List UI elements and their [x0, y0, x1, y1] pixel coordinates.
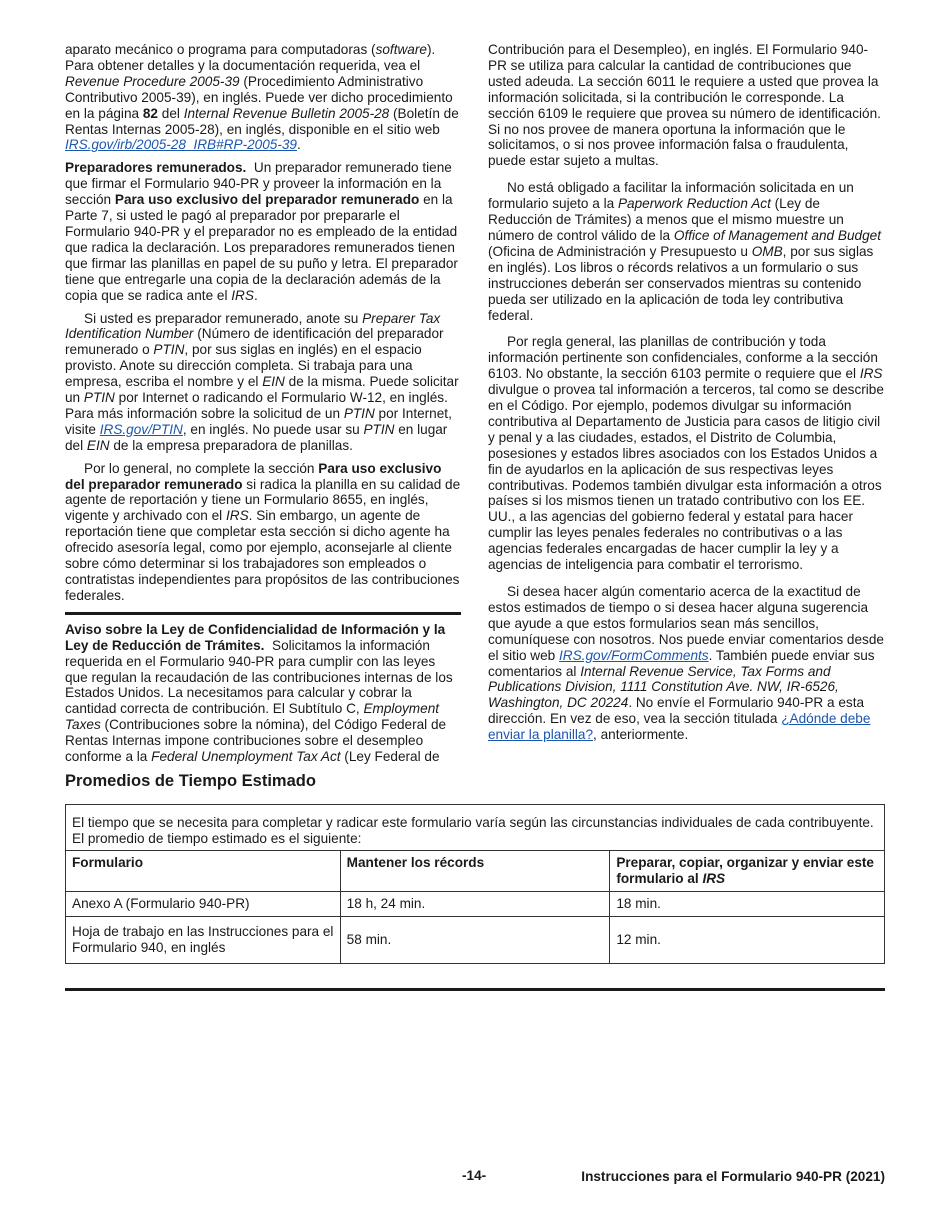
text: (Ley Federal de — [340, 749, 440, 765]
cell-records: 18 h, 24 min. — [340, 892, 610, 917]
paragraph-ptin — [65, 311, 461, 454]
table-intro: El tiempo que se necesita para completar y radicar este formulario varía según las circunstancias individuales de cada contribuyente. El promedio de tiempo estimado es el siguiente: — [66, 805, 885, 851]
link-text: IRS.gov/PTIN — [99, 421, 183, 437]
text-bold: Para uso exclusivo del preparador remunerado — [65, 460, 442, 492]
text-italic: Internal Revenue Service, Tax Forms and Publications Division, 1111 Constitution Ave. NW, IR-6526, Washington, DC 20224 — [488, 663, 839, 711]
text: Contribución para el Desempleo), en inglés. El Formulario 940-PR se utiliza para calcular la cantidad de contribuciones que usted adeuda. La sección 6011 le requiere a usted que provea la información solicitada, si la contribución le corresponde. La sección 6109 le requiere que provea su número de identificación. Si no nos provee de manera oportuna la información que le solicitamos, o si nos provee información falsa o fraudulenta, puede estar sujeto a multas. — [488, 42, 881, 169]
header-form: Formulario — [66, 851, 341, 892]
text: Por regla general, las planillas de contribución y toda información pertinente son confidenciales, conforme a la sección 6103. No obstante, la sección 6103 permite o requiere que el — [488, 334, 878, 382]
text-italic: PTIN — [343, 405, 375, 421]
table-row — [66, 917, 885, 964]
text: de la empresa preparadora de planillas. — [109, 437, 353, 453]
text: Solicitamos la información requerida en el Formulario 940-PR para cumplir con las leyes que regulan la recaudación de las contribuciones internas de los Estados Unidos. La necesitamos para calcular y cobrar la cantidad correcta de contribución. El Subtítulo C, — [65, 637, 457, 717]
text-italic: EIN — [262, 374, 285, 390]
text-italic: Paperwork Reduction Act — [617, 196, 771, 212]
text: . — [296, 137, 301, 153]
where-to-file-link[interactable]: ¿Adónde debe enviar la planilla? — [488, 711, 871, 743]
text: No está obligado a facilitar la información solicitada en un formulario sujeto a la — [488, 180, 854, 212]
paragraph-comments — [488, 584, 884, 743]
text: en lugar del — [65, 421, 448, 453]
header-records: Mantener los récords — [340, 851, 610, 892]
text: por Internet, visite — [65, 405, 452, 437]
time-estimates-title: Promedios de Tiempo Estimado — [65, 772, 316, 790]
table-row — [66, 892, 885, 917]
bottom-divider — [65, 988, 885, 991]
text: (Contribuciones sobre la nómina), del Código Federal de Rentas Internas impone contribuciones sobre el desempleo conforme a la — [65, 717, 447, 765]
paragraph-paid-preparers — [65, 160, 461, 303]
text: del — [157, 105, 184, 121]
header-prepare-text: Preparar, copiar, organizar y enviar este formulario al — [616, 855, 874, 886]
header-prepare — [610, 851, 885, 892]
ptin-link[interactable] — [100, 422, 183, 437]
cell-prepare: 12 min. — [610, 917, 885, 964]
text: , en inglés. No puede usar su — [182, 421, 364, 437]
text-italic: Office of Management and Budget — [673, 227, 881, 243]
text: Si desea hacer algún comentario acerca de la exactitud de estos estimados de tiempo o si desea hacer alguna sugerencia que ayude a que estos formularios sean más sencillos, comuníquese con nosotros. Nos puede enviar comentarios desde el sitio web — [488, 584, 884, 663]
paid-preparers-heading: Preparadores remunerados. — [65, 160, 247, 176]
page-number: -14- — [462, 1168, 487, 1183]
text-italic: EIN — [86, 437, 110, 453]
text-italic: OMB — [751, 243, 783, 259]
text-italic: PTIN — [153, 342, 185, 358]
privacy-act-heading: Aviso sobre la Ley de Confidencialidad de Información y la Ley de Reducción de Trámites. — [65, 621, 446, 653]
text-italic: Internal Revenue Bulletin 2005-28 — [183, 105, 390, 121]
link-text: IRS.gov/FormComments — [559, 647, 709, 663]
text: (Ley de Reducción de Trámites) a menos que el mismo muestre un número de control válido de la — [488, 196, 844, 243]
text-italic: software — [375, 42, 427, 57]
text: Si usted es preparador remunerado, anote su — [84, 310, 363, 326]
text: ). Para obtener detalles y la documentación requerida, vea el — [65, 42, 436, 73]
text: . No envíe el Formulario 940-PR a esta dirección. En vez de eso, vea la sección titulada — [488, 695, 865, 727]
text-italic: IRS — [859, 366, 883, 382]
table-intro-row — [66, 805, 885, 851]
text-italic: PTIN — [83, 390, 115, 406]
left-column — [65, 42, 461, 772]
paragraph-reporting-agent — [65, 461, 461, 604]
text-italic: Employment Taxes — [65, 701, 440, 733]
right-column — [488, 42, 884, 750]
paragraph-software-procedure — [65, 42, 461, 153]
cell-prepare: 18 min. — [610, 892, 885, 917]
section-divider — [65, 612, 461, 615]
cell-form: Hoja de trabajo en las Instrucciones para el Formulario 940, en inglés — [66, 917, 341, 964]
text-italic: IRS — [231, 287, 254, 303]
text: (Oficina de Administración y Presupuesto u — [488, 243, 752, 259]
text: si radica la planilla en su calidad de agente de reportación y tiene un Formulario 8655, en inglés, vigente y archivado con el — [65, 476, 461, 524]
text-italic: IRS — [225, 508, 249, 524]
text-italic: PTIN — [363, 421, 395, 437]
text: , anteriormente. — [593, 727, 689, 743]
text: . Sin embargo, un agente de reportación tiene que completar esta sección si dicho agente ha ofrecido asesoría legal, como por ejemplo, aconsejarle al cliente sobre cómo determinar si los trabajadores son empleados o contratistas independientes para propósitos de las contribuciones federales. — [65, 508, 460, 603]
text-bold: Para uso exclusivo del preparador remunerado — [114, 192, 420, 208]
link-text: IRS.gov/irb/2005-28_IRB#RP-2005-39 — [65, 137, 297, 153]
text: . También puede enviar sus comentarios al — [488, 647, 875, 679]
text: (Procedimiento Administrativo Contributivo 2005-39), en inglés. Puede ver dicho procedimiento en la página — [65, 73, 453, 121]
cell-records: 58 min. — [340, 917, 610, 964]
paragraph-paperwork-reduction — [488, 180, 884, 323]
text: divulgue o provea tal información a terceros, tal como se describe en el Código. Por ejemplo, podemos divulgar su información contributiva al Departamento de Justicia para casos de litigio civil y penal y a las ciudades, estados, el Distrito de Columbia, posesiones y estados libres asociados con los Estados Unidos a fin de ayudarlos en la aplicación de sus respectivas leyes contributivas. Podemos también divulgar esta información a otros países si los mismos tienen un tratado contributivo con los EE. UU., a las agencias del gobierno federal y estatal para hacer cumplir las leyes penales federales no contributivas o a las agencias federales encargadas de hacer cumplir la ley y a agencias de inteligencia para combatir el terrorismo. — [488, 382, 884, 573]
text: aparato mecánico o programa para computadoras ( — [65, 42, 376, 57]
paragraph-privacy-act — [65, 622, 461, 765]
text: , por sus siglas en inglés) en el espacio provisto. Anote su dirección completa. Si trabaja para una empresa, escriba el nombre y el — [65, 342, 422, 390]
table-header-row — [66, 851, 885, 892]
text: . — [253, 287, 258, 303]
document-title: Instrucciones para el Formulario 940-PR (2021) — [581, 1169, 885, 1184]
text: , por sus siglas en inglés). Los libros o récords relativos a un formulario o sus instrucciones deberán ser conservados mientras su contenido pueda ser utilizado en la aplicación de toda ley contributiva federal. — [488, 243, 874, 323]
text-bold: 82 — [142, 105, 158, 121]
text: por Internet o radicando el Formulario W-12, en inglés. Para más información sobre la solicitud de un — [65, 390, 448, 421]
text: (Boletín de Rentas Internas 2005-28), en inglés, disponible en el sitio web — [65, 105, 459, 137]
paragraph-confidentiality — [488, 334, 884, 573]
form-comments-link[interactable] — [559, 648, 709, 663]
paragraph-unemployment — [488, 42, 884, 169]
text: de la misma. Puede solicitar un — [65, 374, 459, 406]
time-estimates-table — [65, 804, 885, 964]
cell-form: Anexo A (Formulario 940-PR) — [66, 892, 341, 917]
text-italic: Revenue Procedure 2005-39 — [65, 73, 240, 89]
text: (Número de identificación del preparador remunerado o — [65, 326, 444, 358]
text-italic: Federal Unemployment Tax Act — [151, 749, 341, 765]
text: en la Parte 7, si usted le pagó al preparador por prepararle el Formulario 940-PR y el preparador no es empleado de la entidad que radica la declaración. Los preparadores remunerados tienen que firmar las planillas en papel de su puño y letra. El preparador tiene que entregarle una copia de la declaración además de la copia que se radica ante el — [65, 192, 458, 303]
text-italic: Preparer Tax Identification Number — [65, 310, 441, 342]
text: Un preparador remunerado tiene que firmar el Formulario 940-PR y proveer la información en la sección — [65, 160, 456, 208]
header-prepare-italic: IRS — [702, 871, 726, 886]
irb-link[interactable] — [65, 137, 297, 152]
text: Por lo general, no complete la sección — [84, 460, 319, 476]
